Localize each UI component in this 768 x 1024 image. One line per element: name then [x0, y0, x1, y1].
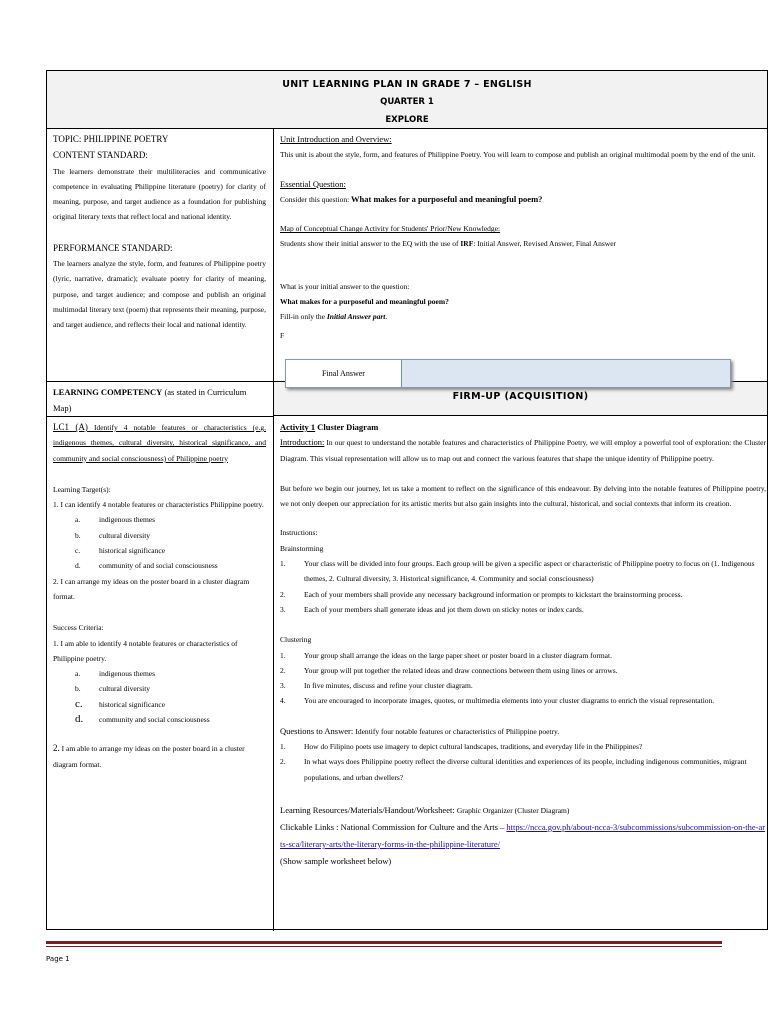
fill-bold: Initial Answer part [326, 312, 386, 322]
list-text: indigenous themes [99, 515, 156, 525]
list-text: indigenous themes [99, 669, 156, 679]
list-marker: b. [75, 530, 81, 540]
success-2-num: 2. [53, 743, 60, 754]
list-text: historical significance [99, 546, 166, 556]
target-2: 2. I can arrange my ideas on the poster board in a cluster diagram format. [53, 576, 250, 601]
fill-prefix: Fill-in only the [280, 312, 327, 322]
target-1-list [53, 512, 266, 573]
list-marker: 4. [280, 696, 286, 706]
list-text: You are encouraged to incorporate images, quotes, or multimedia elements into your cluster diagrams to enrich the visual representation. [304, 696, 715, 706]
page-number: Page 1 [46, 955, 70, 963]
list-item [280, 663, 766, 678]
lc-suffix: (as stated in Curriculum Map) [53, 387, 247, 413]
topic-cell [53, 132, 266, 333]
resources-text: Graphic Organizer (Cluster Diagram) [456, 805, 570, 815]
topic: TOPIC: PHILIPPINE POETRY [53, 134, 169, 144]
list-marker: c. [75, 546, 81, 556]
list-marker: 2. [280, 589, 286, 599]
intro-label: Unit Introduction and Overview: [280, 134, 392, 144]
lc1-code: LC1 (A) [53, 422, 88, 432]
list-text: cultural diversity [99, 530, 151, 540]
links-line [280, 819, 766, 853]
list-text: Your class will be divided into four groups. Each group will be given a specific aspect or characteristic of Philippine poetry to focus on (1. Indigenous themes, 2. Cultural diversity, 3. Historical significance, 4. Community and social consciousness) [304, 559, 755, 584]
performance-standard-text: The learners analyze the style, form, and features of Philippine poetry (lyric, narrative, dramatic); evaluate poetry for clarity of meaning, purpose, and target audience; and compose and publish an original multimodal literary text (poem) that represents their meaning, purpose, and target audience, and reflects their local and national identity. [53, 259, 266, 330]
final-answer-label: Final Answer [286, 360, 402, 387]
list-marker: b. [75, 684, 81, 694]
final-answer-field[interactable] [285, 359, 731, 388]
reflect-text: But before we begin our journey, let us take a moment to reflect on the significance of this endeavour. By delving into the notable features of Philippine poetry, we not only deepen our appreciation for its artistic merits but also gain insights into the cultural, historical, and social contexts that inform its creation. [280, 483, 766, 509]
lc1 [53, 420, 266, 466]
links-label: Clickable Links : National Commission for Culture and the Arts – [280, 821, 507, 832]
activity-heading [280, 420, 766, 435]
clustering-label: Clustering [280, 635, 312, 645]
success-label: Success Criteria: [53, 623, 104, 633]
list-marker: 2. [280, 665, 286, 675]
list-text: cultural diversity [99, 684, 151, 694]
footer-rule-thin [46, 946, 722, 947]
list-text: Each of your members shall provide any necessary background information or prompts to kickstart the brainstorming process. [304, 589, 683, 599]
lc1-text: Identify 4 notable features or characteristics (e.g. indigenous themes, cultural diversity, historical significance, and community and social consciousness) of Philippine poetry [53, 423, 267, 463]
list-item [75, 558, 266, 573]
activity-intro-label: Introduction: [280, 437, 325, 448]
list-item [280, 693, 766, 708]
resources-label: Learning Resources/Materials/Handout/Worksheet: [280, 804, 457, 815]
plan-title: UNIT LEARNING PLAN IN GRADE 7 – ENGLISH [282, 79, 532, 90]
success-2-text: I am able to arrange my ideas on the poster board in a cluster diagram format. [53, 744, 245, 769]
lc-heading [53, 384, 266, 416]
list-item [280, 556, 766, 587]
list-item [280, 754, 766, 785]
ncca-link[interactable]: https://ncca.gov.ph/about-ncca-3/subcommissions/subcommission-on-the-arts-sca/literary-arts/the-literary-forms-in-the-philippine-literature/ [280, 821, 766, 849]
instructions-label: Instructions: [280, 528, 318, 538]
irf-label: IRF [460, 239, 474, 249]
success-1-list [53, 666, 266, 727]
list-text: In five minutes, discuss and refine your cluster diagram. [304, 681, 473, 691]
competency-cell [53, 420, 266, 772]
list-text: Your group shall arrange the ideas on the large paper sheet or poster board in a cluster diagram format. [304, 650, 612, 660]
list-item [280, 602, 766, 617]
list-item [280, 587, 766, 602]
footer-rule [46, 941, 722, 944]
list-item [75, 712, 266, 727]
map-label: Map of Conceptual Change Activity for Students' Prior/New Knowledge: [280, 224, 501, 234]
list-marker: 3. [280, 604, 286, 614]
list-marker: d. [75, 713, 84, 726]
partial-text: F [280, 330, 285, 340]
questions-label: Questions to Answer: [280, 725, 356, 736]
list-marker: 2. [280, 757, 286, 767]
fill-line [280, 309, 766, 324]
list-marker: 1. [280, 742, 286, 752]
initial-question: What is your initial answer to the question: [280, 281, 410, 291]
column-divider [273, 128, 274, 931]
eq-question: What makes for a purposeful and meaningful poem? [351, 193, 543, 204]
list-marker: a. [75, 669, 81, 679]
success-2 [53, 741, 266, 772]
fill-suffix: . [385, 312, 388, 322]
lesson-plan-table [46, 70, 768, 930]
list-item [280, 648, 766, 663]
activity-cell [280, 420, 766, 870]
list-text: historical significance [99, 699, 166, 709]
map-text-b: : Initial Answer, Revised Answer, Final Answer [473, 239, 617, 249]
resources-line [280, 802, 766, 819]
list-marker: a. [75, 515, 81, 525]
list-item [75, 666, 266, 681]
eq-line [280, 192, 766, 207]
list-marker: 3. [280, 681, 286, 691]
questions-line [280, 724, 766, 739]
content-standard-label: CONTENT STANDARD: [53, 150, 148, 161]
list-marker: 1. [280, 650, 286, 660]
table-header [47, 71, 767, 129]
success-1: 1. I am able to identify 4 notable features or characteristics of Philippine poetry. [53, 638, 238, 663]
map-text [280, 236, 766, 251]
activity-title: Cluster Diagram [315, 422, 379, 432]
eq-prefix: Consider this question: [280, 194, 352, 204]
brainstorming-label: Brainstorming [280, 543, 324, 553]
map-text-a: Students show their initial answer to the EQ with the use of [280, 239, 461, 249]
targets-label: Learning Target(s): [53, 484, 111, 494]
list-item [75, 528, 266, 543]
competency-header-cell [53, 384, 266, 416]
final-answer-input[interactable] [402, 360, 730, 387]
list-marker: d. [75, 561, 81, 571]
activity-label: Activity 1 [280, 422, 316, 432]
intro-text: This unit is about the style, form, and features of Philippine Poetry. You will learn to compose and publish an original multimodal poem by the end of the unit. [280, 150, 756, 160]
list-item [280, 678, 766, 693]
list-marker: 1. [280, 559, 286, 569]
list-item [75, 697, 266, 712]
list-item [75, 512, 266, 527]
eq-label: Essential Question: [280, 178, 346, 189]
activity-intro-text: In our quest to understand the notable features and characteristics of Philippine Poetry, we will employ a powerful tool of exploration: the Cluster Diagram. This visual representation will allow us to map out and connect the various features that shape the unique identity of Philippine poetry. [280, 438, 766, 463]
intro-cell [280, 132, 766, 343]
list-item [280, 739, 766, 754]
phase-label: EXPLORE [385, 115, 429, 125]
list-marker: c. [75, 697, 83, 710]
list-text: community and social consciousness [99, 715, 210, 725]
questions-text: Identify four notable features or characteristics of Philippine poetry. [355, 726, 560, 736]
list-item [75, 543, 266, 558]
list-text: Your group will put together the related ideas and draw connections between them using lines or arrows. [304, 665, 618, 675]
initial-question-bold: What makes for a purposeful and meaningful poem? [280, 297, 449, 307]
activity-intro [280, 435, 766, 466]
content-standard-text: The learners demonstrate their multiliteracies and communicative competence in evaluating Philippine literature (poetry) for clarity of meaning, purpose, and target audience as a foundation for publishing original literary texts that reflect local and national identity. [53, 166, 266, 222]
list-item [75, 681, 266, 696]
firm-up-title: FIRM-UP (ACQUISITION) [452, 391, 589, 402]
list-text: Each of your members shall generate ideas and jot them down on sticky notes or index cards. [304, 604, 584, 614]
competency-divider [47, 416, 273, 417]
target-1: 1. I can identify 4 notable features or characteristics Philippine poetry. [53, 500, 264, 510]
lc-label: LEARNING COMPETENCY [53, 387, 163, 397]
performance-standard-label: PERFORMANCE STANDARD: [53, 242, 173, 253]
list-text: How do Filipino poets use imagery to depict cultural landscapes, traditions, and everyday life in the Philippines? [304, 742, 643, 752]
sample-note: (Show sample worksheet below) [280, 855, 392, 866]
list-text: community of and social consciousness [99, 561, 218, 571]
list-text: In what ways does Philippine poetry reflect the diverse cultural identities and experiences of its people, including indigenous communities, migrant populations, and urban dwellers? [304, 757, 747, 782]
quarter-label: QUARTER 1 [380, 97, 434, 107]
